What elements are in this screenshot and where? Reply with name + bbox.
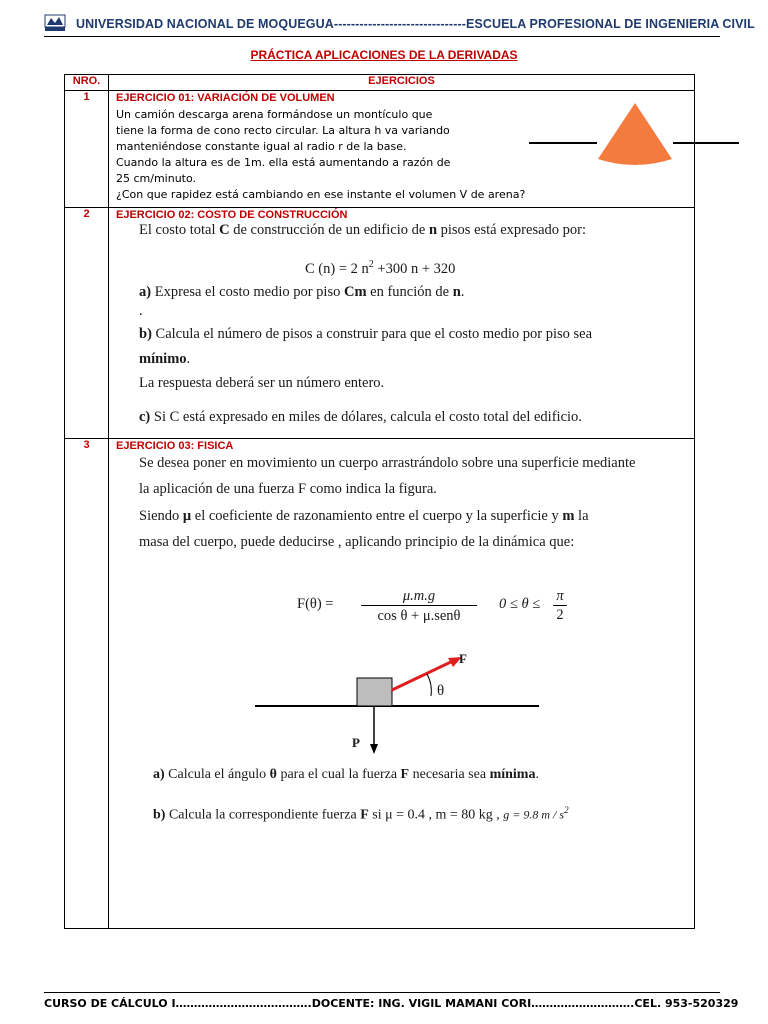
- question-b: b) Calcula el número de pisos a construir para que el costo medio por piso sea: [139, 326, 593, 342]
- exercise-2-cell: [109, 208, 695, 439]
- question-b-note: La respuesta deberá ser un número entero.: [139, 375, 385, 391]
- separator-dot: .: [139, 303, 143, 319]
- cost-formula: C (n) = 2 $n^2 +300$ n + 320: [305, 259, 456, 277]
- column-header-nro: NRO.: [65, 75, 109, 91]
- table-row: [65, 208, 695, 439]
- text-line: Se desea poner en movimiento un cuerpo arrastrándolo sobre una superficie mediante: [139, 455, 636, 471]
- question-a: a) Expresa el costo medio por piso Cm en función de n.: [139, 284, 465, 300]
- text-line: masa del cuerpo, puede deducirse , aplicando principio de la dinámica que:: [139, 534, 575, 550]
- text-line: manteniéndose constante igual al radio r de la base.: [116, 140, 407, 153]
- text-line: 25 cm/minuto.: [116, 172, 197, 185]
- question-b-cont: mínimo.: [139, 351, 191, 367]
- angle-arc: [427, 674, 431, 696]
- weight-arrowhead: [370, 744, 378, 754]
- exercise-3-cell: EJERCICIO 03: FISICA Se desea poner en movimiento un cuerpo arrastrándolo sobre una superficie mediante la aplicación de una fuerza F como indica la figura. Siendo μ el coeficiente de razonamiento entre el cuerpo y la superficie y m la masa del cuerpo, puede deducirse , aplicando principio de la dinámica que: F(θ) = μ.m.g cos θ + μ.senθ 0 ≤ θ ≤ π 2 F θ P a) Calcula el ángulo θ para el cual la fuerza F necesaria sea mínima. b) Calcula la correspondiente fuerza F si μ = 0.4 , m = 80 kg , g = 9.8 m / $s^2$: [109, 439, 695, 929]
- weight-label: P: [352, 735, 360, 750]
- question-c: c) Si C está expresado en miles de dólares, calcula el costo total del edificio.: [139, 409, 582, 425]
- exercises-table: [64, 74, 695, 929]
- text-line: Un camión descarga arena formándose un montículo que: [116, 108, 433, 121]
- body-block: [357, 678, 392, 706]
- text-line: Cuando la altura es de 1m. ella está aumentando a razón de: [116, 156, 451, 169]
- text-line: tiene la forma de cono recto circular. La altura h va variando: [116, 124, 450, 137]
- force-diagram: [249, 644, 549, 759]
- exercise-1-cell: [109, 91, 695, 208]
- page-title: PRÁCTICA APLICACIONES DE LA DERIVADAS: [250, 48, 518, 62]
- table-header-row: [65, 75, 695, 91]
- exercise-number: 3: [65, 439, 109, 929]
- question-a: a) Calcula el ángulo θ para el cual la fuerza F necesaria sea mínima.: [153, 767, 539, 782]
- exercise-title: EJERCICIO 01: VARIACIÓN DE VOLUMEN: [116, 92, 335, 104]
- table-row: [65, 91, 695, 208]
- table-row: [65, 439, 695, 929]
- question-b: b) Calcula la correspondiente fuerza F si μ = 0.4 , m = 80 kg , g = 9.8 m / $s^2$: [153, 805, 569, 823]
- exercise-title: EJERCICIO 03: FISICA: [116, 440, 234, 452]
- exercise-number: 2: [65, 208, 109, 439]
- page-footer: CURSO DE CÁLCULO I……………………………….DOCENTE: ING. VIGIL MAMANI CORI……………………….CEL. 953-520329: [44, 992, 720, 1010]
- page-header: [44, 14, 755, 37]
- cone-figure: [529, 95, 741, 175]
- theta-label: θ: [437, 683, 445, 699]
- text-line: la aplicación de una fuerza F como indica la figura.: [139, 481, 437, 497]
- text-line: Siendo μ el coeficiente de razonamiento entre el cuerpo y la superficie y m la: [139, 508, 589, 524]
- force-label: F: [459, 651, 467, 666]
- text-line: El costo total C de construcción de un edificio de n pisos está expresado por:: [139, 222, 587, 238]
- force-arrow: [392, 660, 455, 690]
- header-text: UNIVERSIDAD NACIONAL DE MOQUEGUA-------------------------------ESCUELA PROFESIONAL DE INGENIERIA CIVIL: [76, 17, 755, 31]
- column-header-ejercicios: EJERCICIOS: [109, 75, 695, 91]
- text-line: ¿Con que rapidez está cambiando en ese instante el volumen V de arena?: [116, 188, 526, 201]
- cone-shape: [598, 103, 672, 165]
- exercise-title: EJERCICIO 02: COSTO DE CONSTRUCCIÓN: [116, 209, 348, 221]
- exercise-number: 1: [65, 91, 109, 208]
- university-logo-icon: [44, 14, 66, 32]
